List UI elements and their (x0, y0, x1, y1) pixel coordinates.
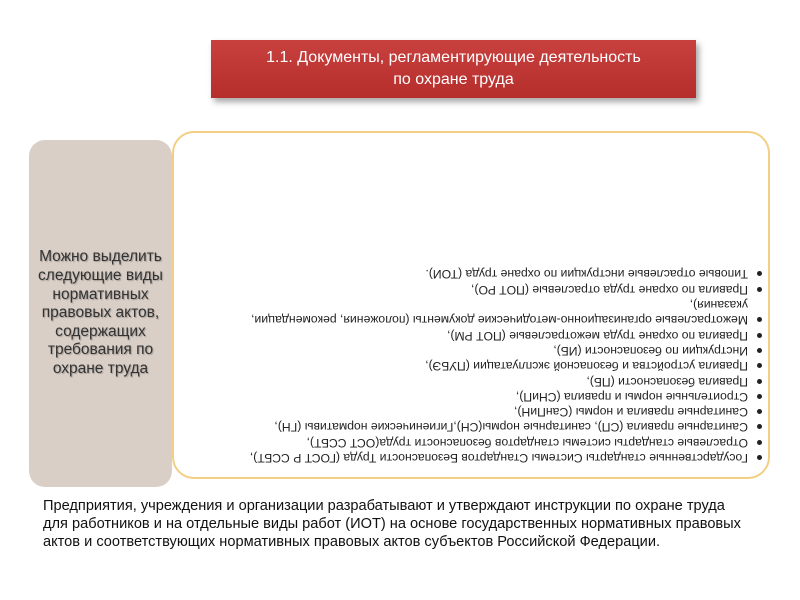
list-item: Правила по охране труда отраслевые (ПОТ РО), (214, 281, 762, 296)
side-box (29, 140, 172, 487)
footer-text: Предприятия, учреждения и организации разрабатывают и утверждают инструкции по охране труда для работников и на отдельные виды работ (ИОТ) на основе государственных нормативных правовых актов и соответствующих нормативных правовых актов субъектов Российской Федерации. (43, 498, 741, 550)
side-text: Можно выделить следующие виды нормативных правовых актов, содержащих требования по охране труда (38, 248, 163, 377)
list-item: Государственные стандарты Системы Стандартов Безопасности Труда (ГОСТ Р ССБТ), (214, 450, 762, 465)
list-item: Инструкции по безопасности (ИБ), (214, 343, 762, 358)
list-item: Типовые отраслевые инструкции по охране труда (ТОИ). (214, 266, 762, 281)
document-list-box (172, 131, 770, 479)
document-list-rotated (214, 155, 762, 465)
list-item: Строительные нормы и правила (СНиП), (214, 389, 762, 404)
list-item: Правила безопасности (ПБ), (214, 373, 762, 388)
title-line-1: 1.1. Документы, регламентирующие деятельность (266, 49, 641, 66)
list-item: Отраслевые стандарты системы стандартов безопасности труда(ОСТ ССБТ), (214, 434, 762, 449)
document-list (214, 266, 762, 465)
list-item: Санитарные правила (СП), санитарные нормы(СН),Гигиенические нормативы (ГН), (214, 419, 762, 434)
list-item: Правила по охране труда межотраслевые (ПОТ РМ), (214, 327, 762, 342)
title-line-2: по охране труда (393, 71, 514, 88)
list-item: Межотраслевые организационно-методические документы (положения, рекомендации, указания), (214, 297, 762, 328)
list-item: Правила устройства и безопасной эксплуатации (ПУБЭ), (214, 358, 762, 373)
title-banner (211, 40, 696, 98)
list-item: Санитарные правила и нормы (СанПиН), (214, 404, 762, 419)
